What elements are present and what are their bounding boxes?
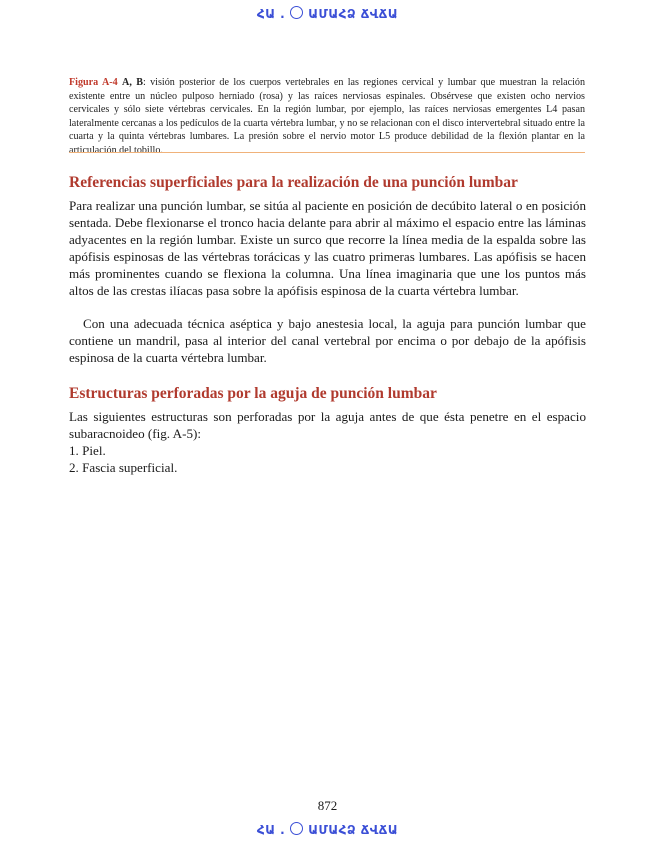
watermark-circle-icon (290, 822, 303, 835)
watermark-left-text: ՀԱ . (256, 823, 286, 837)
watermark-bottom (0, 822, 655, 837)
page-number: 872 (317, 798, 338, 813)
section-heading-perforated-structures: Estructuras perforadas por la aguja de punción lumbar (69, 385, 437, 402)
figure-label: Figura A-4 (69, 77, 118, 89)
watermark-right-text: ԱՄԱՀՁ ՃՎՃԱ (308, 7, 399, 21)
watermark-circle-icon (290, 6, 303, 19)
watermark-left-text: ՀԱ . (256, 7, 286, 21)
figure-caption (69, 76, 585, 158)
figure-parts: A, B (122, 77, 143, 89)
watermark-top (0, 6, 655, 21)
list-item: 1. Piel. (69, 443, 106, 458)
paragraph-technique: Con una adecuada técnica aséptica y bajo anestesia local, la aguja para punción lumbar que contiene un mandril, pasa al interior del canal vertebral por encima o por debajo de la apófisis espinosa de la cuarta vértebra lumbar. (69, 316, 586, 365)
paragraph-structures-intro: Las siguientes estructuras son perforadas por la aguja antes de que ésta penetre en el espacio subaracnoideo (fig. A-5): (69, 409, 586, 441)
list-item: 2. Fascia superficial. (69, 460, 178, 475)
caption-divider (69, 152, 585, 153)
section-heading-surface-references: Referencias superficiales para la realización de una punción lumbar (69, 174, 518, 191)
watermark-right-text: ԱՄԱՀՁ ՃՎՃԱ (308, 823, 399, 837)
figure-caption-text: : visión posterior de los cuerpos vertebrales en las regiones cervical y lumbar que muestran la relación existente entre un núcleo pulposo herniado (rosa) y las raíces nerviosas espinales. Obsérvese que existen ocho nervios cervicales y sólo siete vértebras cervicales. En la región lumbar, por ejemplo, las raíces nerviosas emergentes L4 pasan lateralmente cercanas a los pedículos de la cuarta vértebra lumbar, y no se relacionan con el disco intervertebral situado entre la cuarta y la quinta vértebras lumbares. La presión sobre el nervio motor L5 produce debilidad de la flexión plantar en la articulación del tobillo. (69, 77, 586, 157)
paragraph-positioning: Para realizar una punción lumbar, se sitúa al paciente en posición de decúbito lateral o en posición sentada. Debe flexionarse el tronco hacia delante para abrir al máximo el espacio entre las láminas adyacentes en la región lumbar. Existe un surco que recorre la línea media de la espalda sobre las apófisis espinosas de las vértebras torácicas y las cuatro primeras lumbares. Las apófisis se hacen más prominentes cuando se flexiona la columna. Una línea imaginaria que une los puntos más altos de las crestas ilíacas pasa sobre la apófisis espinosa de la cuarta vértebra lumbar. (69, 198, 586, 298)
